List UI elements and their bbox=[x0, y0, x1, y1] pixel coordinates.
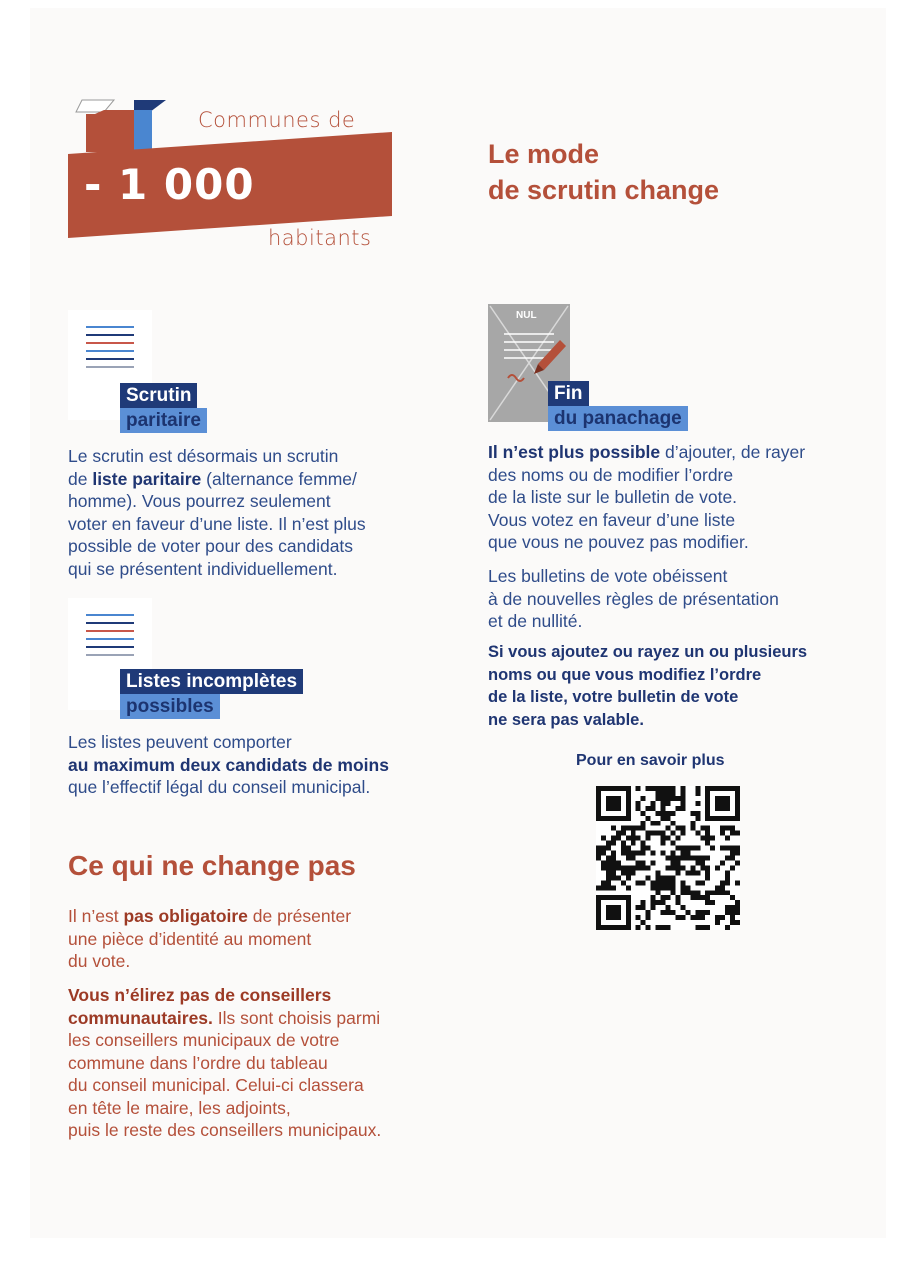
panachage-warning bbox=[488, 641, 878, 731]
tag-line2: paritaire bbox=[120, 408, 207, 433]
text-line: homme). Vous pourrez seulement bbox=[68, 491, 331, 511]
badge-bottom-label: habitants bbox=[268, 226, 372, 250]
text-line: Les listes peuvent comporter bbox=[68, 732, 292, 752]
text-line bbox=[68, 468, 438, 491]
text-line: et de nullité. bbox=[488, 611, 583, 631]
text-emphasis: au maximum deux candidats de moins bbox=[68, 754, 389, 775]
commune-size-badge bbox=[64, 98, 398, 250]
text-span: (alternance femme/ bbox=[201, 468, 357, 489]
text-line: du vote. bbox=[68, 951, 131, 971]
text-line: noms ou que vous modifiez l’ordre bbox=[488, 665, 762, 684]
text-line: Si vous ajoutez ou rayez un ou plusieurs bbox=[488, 643, 808, 661]
text-line: Les bulletins de vote obéissent bbox=[488, 566, 728, 586]
text-span: Il n’est bbox=[68, 906, 124, 926]
text-span: d’ajouter, de rayer bbox=[660, 442, 806, 462]
text-line: ne sera pas valable. bbox=[488, 710, 644, 729]
text-line bbox=[68, 984, 448, 1007]
panachage-paragraph-1 bbox=[488, 441, 868, 554]
tag-line1: Scrutin bbox=[120, 383, 197, 408]
text-line: commune dans l’ordre du tableau bbox=[68, 1052, 328, 1073]
text-emphasis: pas obligatoire bbox=[123, 906, 248, 926]
text-line: du conseil municipal. Celui-ci classera bbox=[68, 1075, 364, 1095]
text-span: de bbox=[68, 468, 93, 489]
text-line: qui se présentent individuellement. bbox=[68, 558, 338, 579]
text-line bbox=[68, 905, 448, 928]
tag-line2: du panachage bbox=[548, 406, 688, 431]
tag-scrutin-paritaire bbox=[120, 383, 207, 433]
unchanged-paragraph-1 bbox=[68, 905, 448, 973]
text-line bbox=[68, 1007, 448, 1030]
badge-number: - 1 000 bbox=[84, 160, 255, 209]
tag-line1: Listes incomplètes bbox=[120, 669, 303, 694]
text-line: des noms ou de modifier l’ordre bbox=[488, 464, 734, 485]
text-span: Ils sont choisis parmi bbox=[212, 1007, 381, 1028]
text-emphasis: Vous n’élirez pas de conseillers bbox=[68, 985, 332, 1005]
badge-top-label: Communes de bbox=[198, 108, 356, 132]
text-emphasis: Il n’est plus possible bbox=[488, 442, 661, 462]
text-line: en tête le maire, les adjoints, bbox=[68, 1097, 291, 1118]
text-span: de présenter bbox=[247, 906, 352, 926]
more-info-label: Pour en savoir plus bbox=[576, 752, 725, 769]
text-line: de la liste sur le bulletin de vote. bbox=[488, 487, 738, 507]
text-line: que vous ne pouvez pas modifier. bbox=[488, 532, 749, 552]
text-emphasis: communautaires. bbox=[68, 1007, 213, 1028]
qr-code-icon[interactable] bbox=[596, 786, 740, 930]
text-line: une pièce d’identité au moment bbox=[68, 928, 312, 949]
tag-listes-incompletes bbox=[120, 669, 303, 719]
text-line: Le scrutin est désormais un scrutin bbox=[68, 446, 339, 466]
page-title bbox=[488, 136, 719, 208]
listes-paragraph bbox=[68, 731, 448, 799]
tag-line2: possibles bbox=[120, 694, 220, 719]
text-line: de la liste, votre bulletin de vote bbox=[488, 688, 739, 706]
text-line: voter en faveur d’une liste. Il n’est plus bbox=[68, 513, 366, 534]
text-line: puis le reste des conseillers municipaux. bbox=[68, 1120, 382, 1140]
scrutin-paragraph bbox=[68, 445, 438, 580]
tag-fin-panachage bbox=[548, 381, 688, 431]
text-line: à de nouvelles règles de présentation bbox=[488, 588, 779, 609]
text-line: possible de voter pour des candidats bbox=[68, 536, 354, 556]
text-line: que l’effectif légal du conseil municipal. bbox=[68, 777, 371, 797]
page-title-line2: de scrutin change bbox=[488, 175, 720, 205]
unchanged-title: Ce qui ne change pas bbox=[68, 850, 356, 881]
panachage-paragraph-2 bbox=[488, 565, 868, 633]
unchanged-paragraph-2 bbox=[68, 984, 448, 1142]
text-line: les conseillers municipaux de votre bbox=[68, 1030, 340, 1050]
text-line bbox=[68, 754, 448, 777]
tag-line1: Fin bbox=[548, 381, 589, 406]
page-title-line1: Le mode bbox=[488, 139, 600, 169]
ballot-nul-label: NUL bbox=[516, 310, 537, 321]
text-line: Vous votez en faveur d’une liste bbox=[488, 509, 736, 530]
qr-code-graphic bbox=[596, 786, 740, 930]
text-emphasis: liste paritaire bbox=[92, 468, 202, 489]
text-line bbox=[488, 441, 868, 464]
